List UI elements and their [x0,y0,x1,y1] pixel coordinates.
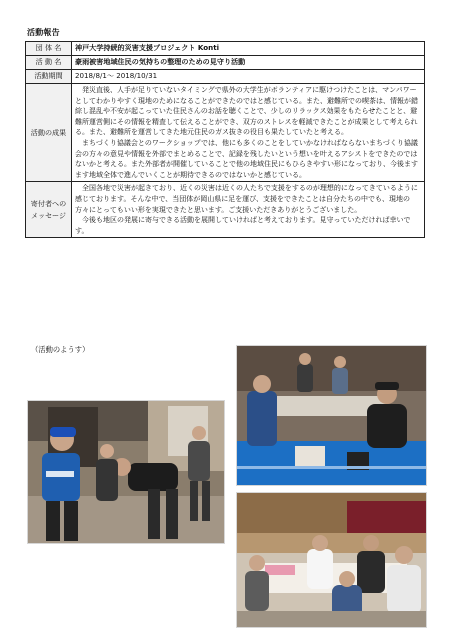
row-org [26,42,425,56]
value-org: 神戸大学持続的災害支援プロジェクト Konti [72,42,425,56]
label-period: 活動期間 [26,70,72,84]
value-period: 2018/8/1～ 2018/10/31 [72,70,425,84]
results-paragraph: 発災直後、人手が足りていないタイミングで県外の大学生がボランティアに駆けつけたことは、マンパワーとしてわかりやすく現地のためになることができたのではと感じている。また、避難所での喫茶は、情報が錯綜し混乱や不安が起こっていた住民さんのお話を聴くことで、少しのリラックス効果をもたらせたことと、避難所運営側にその情報を精査して伝えることができ、双方のストレスを軽減できたことが成果として考えられる。また、避難所を運営してきた地元住民のガス抜きの役目も果たしていたと考える。 [75,86,418,137]
label-donors-line2: メッセージ [30,210,67,220]
label-activity: 活 動 名 [26,56,72,70]
row-donors [26,182,425,238]
photo-workshop-meeting [236,345,427,486]
row-activity [26,56,425,70]
photo-volunteers-cleanup [27,400,225,544]
donors-text [72,182,425,238]
donors-paragraph: 全国各地で災害が起きており、近くの災害は近くの人たちで支援をするのが理想的になってきているように感じております。そんな中で、当団体が岡山県に足を運び、支援をできたことは自分たちの中でも、現地の方々にとってもいい形を実現できたと思います。ご支援いただきありがとうございました。 [75,184,418,214]
report-table [25,41,425,238]
photo-caption: （活動のようす） [31,345,90,354]
results-text [72,84,425,182]
row-period [26,70,425,84]
donors-paragraph: 今後も地区の発展に寄与できる活動を展開していければと考えております。見守っていただければ幸いです。 [75,216,411,235]
label-donors-line1: 寄付者への [30,198,67,208]
results-paragraph: まちづくり協議会とのワークショップでは、他にも多くのことをしていかなければならないまちづくり協議会の方々の意見や情報を外部でまとめることで、記録を残したいという想いを叶えるアシストをできたのではないかと考える。また外部者が開催していることで他の地域住民にもひらきやすい形になっており、今後ますます地域全体で進んでいくことが期待できるのではないかと感じている。 [75,138,418,179]
row-results [26,84,425,182]
label-donors [26,182,72,238]
value-activity: 豪雨被害地域住民の気持ちの整理のための見守り活動 [72,56,425,70]
label-results: 活動の成果 [26,84,72,182]
photo-cafe-gathering [236,492,427,628]
label-org: 団 体 名 [26,42,72,56]
report-heading: 活動報告 [27,28,60,37]
